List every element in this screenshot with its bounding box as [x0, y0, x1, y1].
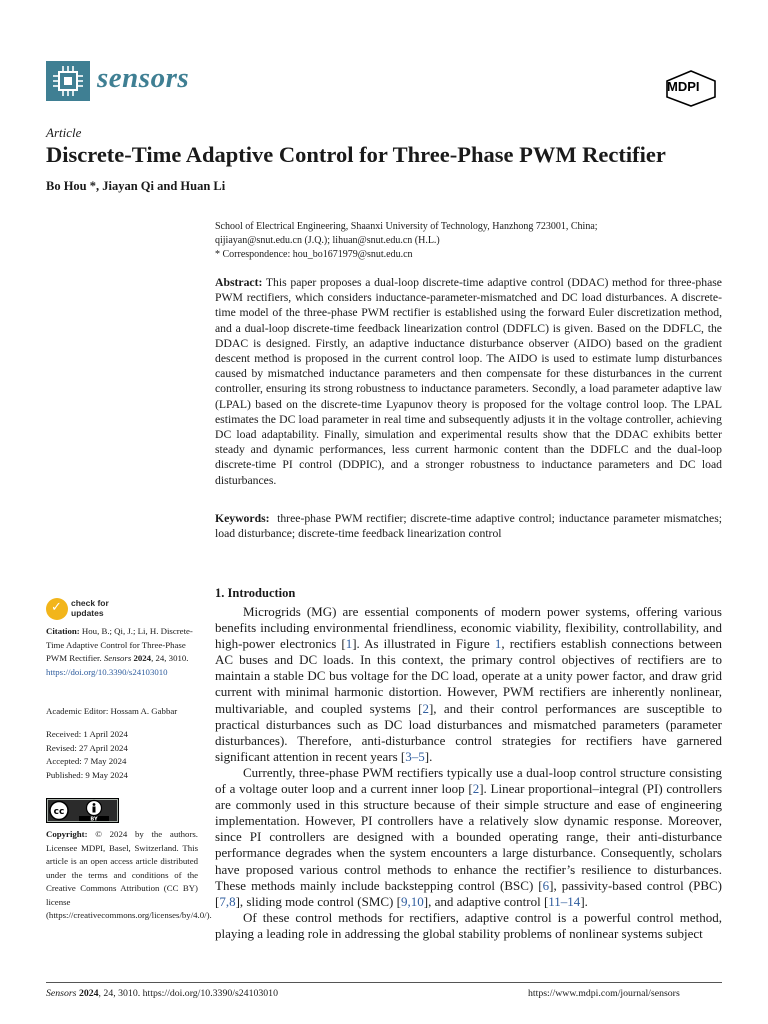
reference-link[interactable]: 7,8 [219, 893, 236, 909]
reference-link[interactable]: 11–14 [548, 893, 581, 909]
dates [46, 728, 198, 782]
page-title: Discrete-Time Adaptive Control for Three-Phase PWM Rectifier [46, 142, 666, 167]
reference-link[interactable]: 3–5 [405, 748, 425, 764]
reference-link[interactable]: 6 [542, 877, 550, 893]
article-type: Article [46, 125, 82, 140]
revised-date: Revised: 27 April 2024 [46, 742, 128, 753]
reference-link[interactable]: 2 [422, 700, 429, 716]
copyright-label: Copyright: [46, 829, 88, 839]
keywords-label: Keywords: [215, 512, 270, 525]
affiliation-emails: qijiayan@snut.edu.cn (J.Q.); lihuan@snut.edu.cn (H.L.) [215, 235, 440, 246]
paragraph: Currently, three-phase PWM rectifiers typically use a dual-loop control structure consisting of a voltage outer loop and a current inner loop [2]. Linear proportional–integral (PI) controllers are commonly used in this structure because of their simple structure and ease of engineering implementation. However, PI controllers have a relatively slow dynamic response. Moreover, since PI controllers are designed with a bounded operating range, their anti-disturbance performance degrades when the system encounters a large disturbance. Consequently, scholars have proposed various control methods to enhance the rectifier’s resilience to disturbances. These methods mainly include backstepping control (BSC) [6], passivity-based control (PBC) [7,8], sliding mode control (SMC) [9,10], and adaptive control [11–14]. [215, 764, 723, 909]
abstract-text: This paper proposes a dual-loop discrete-time adaptive control (DDAC) method for three-phase PWM rectifiers, which considers inductance-parameter-mismatched and DC load disturbances. A discrete-time model of the three-phase PWM rectifier is established using the forward Euler discretization method, and a dual-loop discrete-time feedback linearization control (DDFLC) is given. Based on the DDFLC, the DDAC is designed. Firstly, an adaptive inductance disturbance observer (AIDO) based on the gradient descent method is proposed in the current control loop. The AIDO is used to estimate lump disturbances caused by mismatched inductance parameters and then compensate for these disturbances in the current controller, ensuring its strong robustness to inductance parameters. Secondly, a load parameter adaptive law (LPAL) based on the discrete-time Lyapunov theory is proposed for the voltage control loop. The LPAL estimates the DC load parameter in real time and subsequently adjusts it in the voltage controller, achieving DC load adaptability. Finally, simulation and experimental results show that the DDAC exhibits better steady and dynamic performances, less current harmonic content than the DDFLC and the dual-loop discrete-time PI control (DDPIC), and a stronger robustness to inductance parameters and DC load disturbances. [215, 276, 722, 487]
citation-label: Citation: [46, 626, 80, 636]
by-label: BY [90, 816, 98, 823]
abstract-label: Abstract: [215, 276, 263, 289]
correspondence: * Correspondence: hou_bo1671979@snut.edu.cn [215, 249, 413, 260]
reference-link[interactable]: 9,10 [400, 893, 424, 909]
accepted-date: Accepted: 7 May 2024 [46, 756, 127, 766]
figure-link[interactable]: 1 [494, 636, 502, 652]
journal-logo-icon [46, 61, 90, 101]
affiliation-line: School of Electrical Engineering, Shaanxi University of Technology, Hanzhong 723001, China; [215, 221, 598, 232]
check-for-updates-label[interactable]: check for updates [71, 598, 109, 618]
footer-citation: Sensors 2024, 24, 3010. https://doi.org/10.3390/s24103010 [46, 988, 278, 999]
citation-journal: Sensors [103, 653, 132, 663]
authors: Bo Hou *, Jiayan Qi and Huan Li [46, 179, 226, 193]
reference-link[interactable]: 2 [472, 781, 480, 797]
section-heading: 1. Introduction [215, 586, 296, 600]
academic-editor: Academic Editor: Hossam A. Gabbar [46, 706, 178, 716]
copyright: Copyright: © 2024 by the authors. Licensee MDPI, Basel, Switzerland. This article is an open access article distributed under the terms and conditions of the Creative Commons Attribution (CC BY) license (https://creativecommons.org/licenses/by/4.0/). [46, 829, 212, 920]
paragraph: Of these control methods for rectifiers, adaptive control is a powerful control method, playing a leading role in addressing the global stability problems of nonlinear systems subject [215, 909, 722, 941]
reference-link[interactable]: 1 [345, 636, 353, 652]
abstract [215, 275, 722, 488]
keywords-text: three-phase PWM rectifier; discrete-time adaptive control; inductance parameter mismatches; load disturbance; discrete-time feedback linearization control [215, 512, 722, 541]
footer-url[interactable]: https://www.mdpi.com/journal/sensors [528, 988, 680, 999]
published-date: Published: 9 May 2024 [46, 769, 128, 780]
paragraph: Microgrids (MG) are essential components of modern power systems, offering various benefits including environmental friendliness, economic viability, flexibility, controllability, and high-power electronics [1]. As illustrated in Figure 1, rectifiers establish connections between AC buses and DC loads. In this context, the primary control objectives of rectifiers are to maintain a stable DC bus voltage for the DC load, operate at a unity power factor, and draw grid current with minimal harmonic distortion. However, PWM rectifiers are inherently nonlinear, multivariable, and coupled systems [2], and their control performances are susceptible to practical disturbances such as DC load disturbances and mismatched parameters (parameter disturbances). Therefore, anti-disturbance control strategies for rectifiers have garnered significant attention in recent years [3–5]. [215, 604, 722, 764]
doi-link[interactable]: https://doi.org/10.3390/s24103010 [46, 666, 168, 677]
publisher-name: MDPI [667, 79, 700, 94]
citation: Citation: Hou, B.; Qi, J.; Li, H. Discrete-Time Adaptive Control for Three-Phase PWM Rectifier. Sensors 2024, 24, 3010. https://doi.org/10.3390/s24103010 [46, 626, 193, 677]
affiliation [215, 220, 725, 262]
cc-by-license-icon[interactable] [46, 798, 119, 823]
journal-name: sensors [97, 62, 190, 94]
check-icon: ✓ [51, 600, 62, 615]
received-date: Received: 1 April 2024 [46, 729, 128, 739]
introduction-body [215, 604, 722, 942]
footer-divider [46, 982, 722, 983]
cc-label: cc [53, 807, 65, 817]
keywords [215, 511, 722, 541]
